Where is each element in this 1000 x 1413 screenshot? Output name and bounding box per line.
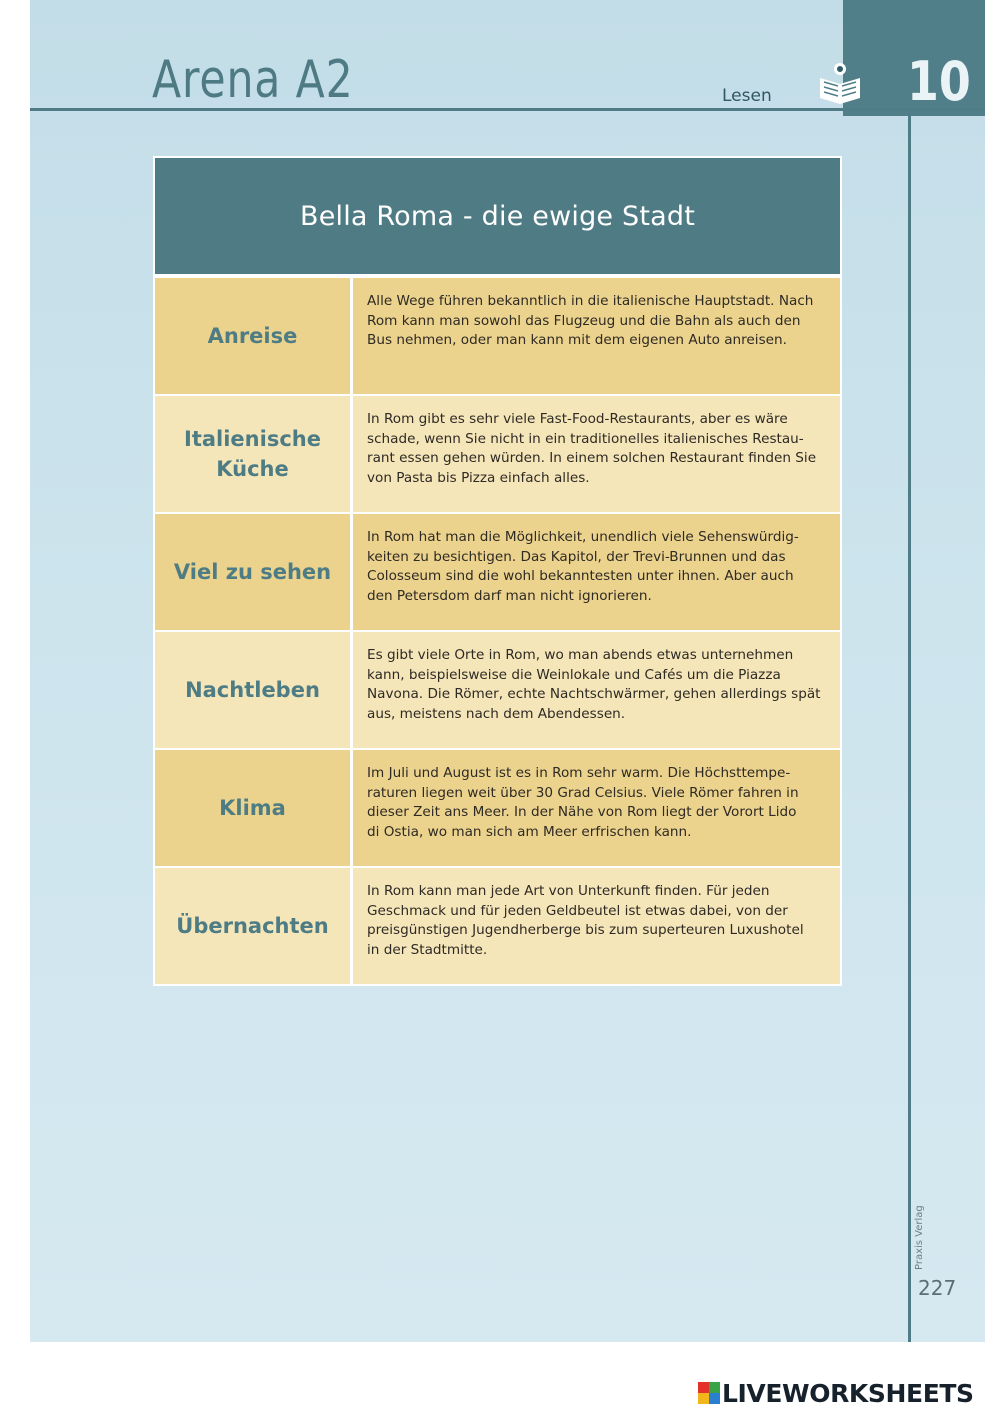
- row-text-cell: [353, 868, 840, 984]
- row-label: Italienische Küche: [184, 427, 321, 481]
- row-text: Alle Wege führen bekanntlich in die italienische Hauptstadt. Nach Rom kann man sowohl das Flugzeug und die Bahn als auch den Bus nehmen, oder man kann mit dem eigenen Auto anreisen.: [367, 293, 814, 349]
- publisher-credit: Praxis Verlag: [914, 1205, 925, 1270]
- row-label: Nachtleben: [185, 678, 320, 702]
- row-text: In Rom gibt es sehr viele Fast-Food-Restaurants, aber es wäre schade, wenn Sie nicht in ein traditionelles italienisches Restau- rant essen gehen würden. In einem solchen Restaurant finden Sie von Pasta bis Pizza einfach alles.: [367, 411, 817, 486]
- table-row: [155, 394, 840, 512]
- reading-book-icon: [816, 60, 868, 106]
- row-text-cell: [353, 632, 840, 748]
- book-title: Arena A2: [152, 50, 354, 110]
- row-text-cell: [353, 750, 840, 866]
- page-number: 227: [918, 1276, 957, 1300]
- row-text: In Rom kann man jede Art von Unterkunft finden. Für jeden Geschmack und für jeden Geldbeutel ist etwas dabei, von der preisgünstigen Jugendherberge bis zum superteuren Luxushotel in der Stadtmitte.: [367, 883, 804, 958]
- row-text: In Rom hat man die Möglichkeit, unendlich viele Sehenswürdig- keiten zu besichtigen. Das Kapitol, der Trevi-Brunnen und das Colosseum sind die wohl bekanntesten unter ihnen. Aber auch den Petersdom darf man nicht ignorieren.: [367, 529, 799, 604]
- liveworksheets-mark-icon: [698, 1382, 720, 1404]
- row-label-cell: [155, 278, 353, 394]
- table-header: [155, 158, 840, 276]
- table-row: [155, 512, 840, 630]
- row-label: Klima: [219, 796, 286, 820]
- info-table: [153, 156, 842, 986]
- liveworksheets-wordmark: LIVEWORKSHEETS: [722, 1378, 974, 1408]
- table-row: [155, 630, 840, 748]
- row-label-cell: [155, 514, 353, 630]
- row-text-cell: [353, 514, 840, 630]
- row-label: Übernachten: [176, 914, 329, 938]
- row-label-cell: [155, 868, 353, 984]
- row-text-cell: [353, 396, 840, 512]
- row-label-cell: [155, 632, 353, 748]
- table-row: [155, 866, 840, 984]
- row-label-cell: [155, 750, 353, 866]
- row-label: Anreise: [207, 324, 298, 348]
- section-label: Lesen: [722, 86, 772, 106]
- chapter-number: 10: [907, 50, 971, 113]
- table-title: Bella Roma - die ewige Stadt: [299, 200, 696, 232]
- row-label-cell: [155, 396, 353, 512]
- row-label: Viel zu sehen: [173, 560, 332, 584]
- row-text: Es gibt viele Orte in Rom, wo man abends etwas unternehmen kann, beispielsweise die Weinlokale und Cafés um die Piazza Navona. Die Römer, echte Nachtschwärmer, gehen allerdings spät aus, meistens nach dem Abendessen.: [367, 647, 821, 722]
- row-text: Im Juli und August ist es in Rom sehr warm. Die Höchsttempe- raturen liegen weit über 30 Grad Celsius. Viele Römer fahren in dieser Zeit ans Meer. In der Nähe von Rom liegt der Vorort Lido di Ostia, wo man sich am Meer erfrischen kann.: [367, 765, 799, 840]
- table-row: [155, 276, 840, 394]
- row-text-cell: [353, 278, 840, 394]
- table-row: [155, 748, 840, 866]
- liveworksheets-logo[interactable]: [698, 1378, 974, 1408]
- margin-divider: [908, 108, 911, 1342]
